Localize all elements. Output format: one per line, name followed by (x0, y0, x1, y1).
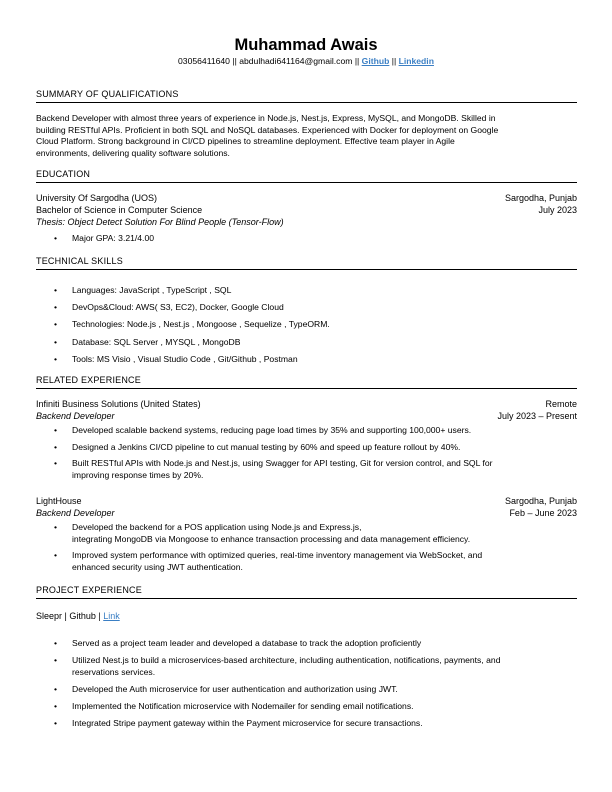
candidate-name: Muhammad Awais (234, 36, 378, 54)
job-entry (36, 495, 577, 573)
school-location: Sargodha, Punjab (504, 193, 577, 203)
separator: || (391, 56, 397, 66)
job-date: Feb – June 2023 (509, 508, 577, 518)
summary-text (36, 113, 577, 159)
list-item: • Languages: JavaScript , TypeScript , SQL (54, 285, 232, 295)
linkedin-link[interactable]: Linkedin (398, 56, 434, 66)
list-item: • Built RESTful APIs with Node.js and Nest.js, using Swagger for API testing, Git for version control, and SQL for improving response times by 20%. (54, 458, 493, 480)
experience-heading: RELATED EXPERIENCE (36, 374, 577, 389)
job-date: July 2023 – Present (497, 411, 577, 421)
list-item: • Served as a project team leader and developed a database to track the adoption proficiently (54, 638, 422, 648)
list-item: • Database: SQL Server , MYSQL , MongoDB (54, 336, 241, 347)
separator: || (232, 56, 237, 66)
degree: Bachelor of Science in Computer Science (36, 205, 203, 215)
list-item: • Integrated Stripe payment gateway within the Payment microservice for secure transactions. (54, 717, 423, 728)
project-entry (36, 610, 577, 730)
skills-heading: TECHNICAL SKILLS (36, 255, 577, 270)
list-item: • Implemented the Notification microservice with Nodemailer for sending email notifications. (54, 700, 414, 711)
summary-line: Cloud Platform. Strong background in CI/CD pipelines to streamline deployment. Effective team player in Agile (36, 136, 455, 147)
list-item: • Tools: MS Visio , Visual Studio Code , Git/Github , Postman (54, 353, 298, 364)
company-name: Infiniti Business Solutions (United States) (36, 399, 201, 409)
school-name: University Of Sargodha (UOS) (36, 193, 158, 203)
job-entry (36, 398, 577, 481)
project-link[interactable]: Link (103, 611, 120, 621)
list-item: • Utilized Nest.js to build a microservices-based architecture, including authentication, notifications, payments, and reservations services. (54, 655, 501, 677)
company-name: LightHouse (36, 496, 82, 506)
list-item: • Improved system performance with optimized queries, real-time inventory management via WebSocket, and enhanced security using JWT authentication. (54, 550, 483, 572)
list-item: • Major GPA: 3.21/4.00 (54, 233, 155, 243)
project-title: Sleepr | Github | Link (36, 611, 120, 621)
separator: || (354, 56, 360, 66)
list-item: • Developed the Auth microservice for user authentication and authorization using JWT. (54, 683, 398, 694)
education-heading: EDUCATION (36, 168, 577, 183)
github-link[interactable]: Github (361, 56, 390, 66)
phone-number: 03056411640 (178, 56, 230, 66)
summary-heading: SUMMARY OF QUALIFICATIONS (36, 88, 577, 103)
projects-heading: PROJECT EXPERIENCE (36, 584, 577, 599)
job-location: Sargodha, Punjab (504, 496, 577, 506)
summary-line: Backend Developer with almost three years of experience in Node.js, Nest.js, Express, MySQL, and MongoDB. Skilled in (36, 113, 496, 123)
list-item: • DevOps&Cloud: AWS( S3, EC2), Docker, Google Cloud (54, 302, 284, 313)
education-entry (36, 192, 577, 245)
job-title: Backend Developer (36, 411, 115, 421)
graduation-date: July 2023 (538, 205, 577, 215)
list-item: • Technologies: Node.js , Nest.js , Mongoose , Sequelize , TypeORM. (54, 319, 330, 330)
summary-line: environments, delivering quality software solutions. (36, 147, 230, 158)
list-item: • Developed scalable backend systems, reducing page load times by 35% and supporting 100,000+ users. (54, 425, 472, 435)
skills-list (36, 285, 577, 371)
list-item: • Developed the backend for a POS application using Node.js and Express.js, integrating MongoDB via Mongoose to enhance transaction processing and data management efficiency. (54, 522, 471, 544)
email-address[interactable]: abdulhadi641164@gmail.com (239, 56, 353, 66)
job-title: Backend Developer (36, 508, 115, 518)
job-location: Remote (545, 399, 577, 409)
contact-line (0, 55, 612, 67)
summary-line: building RESTful APIs. Proficient in both SQL and NoSQL databases. Experienced with Docker for deployment on Google (36, 124, 499, 135)
thesis: Thesis: Object Detect Solution For Blind People (Tensor-Flow) (36, 217, 284, 227)
list-item: • Designed a Jenkins CI/CD pipeline to cut manual testing by 60% and speed up feature rollout by 40%. (54, 441, 461, 452)
